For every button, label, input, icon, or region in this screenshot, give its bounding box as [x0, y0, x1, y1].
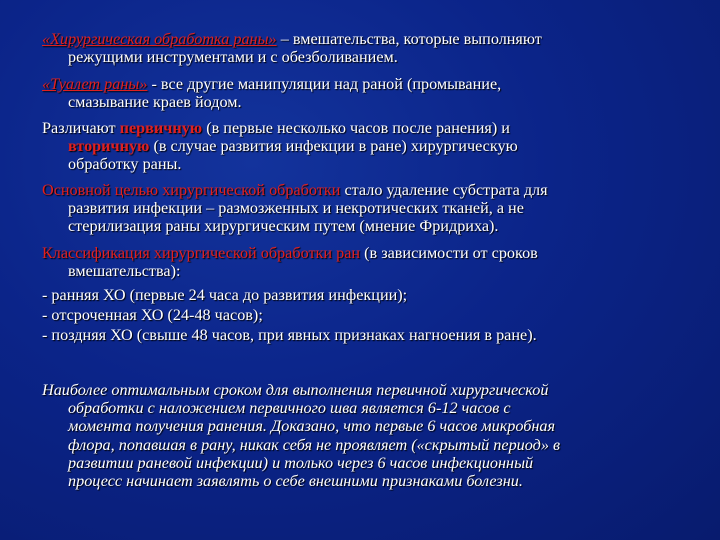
primary-description: (в первые несколько часов после ранения) и — [202, 119, 510, 137]
note-line: процесс начинает заявлять о себе внешними признаками болезни. — [68, 471, 523, 490]
classification-list — [42, 286, 692, 346]
definition-continuation: смазывание краев йодом. — [68, 93, 242, 112]
term-classification: Классификация хирургической обработки ран — [42, 244, 361, 262]
list-item-delayed: - отсроченная ХО (24-48 часов); — [42, 306, 263, 324]
paragraph-continuation: стерилизация раны хирургическим путем (мнение Фридриха). — [68, 217, 499, 236]
paragraph-surgical-treatment-definition — [42, 30, 692, 66]
list-item-late: - поздняя ХО (свыше 48 часов, при явных признаках нагноения в ране). — [42, 326, 537, 344]
note-optimal-timing — [42, 381, 692, 490]
definition-continuation: режущими инструментами и с обезболиванием. — [68, 48, 398, 67]
note-line: флора, попавшая в рану, никак себя не проявляет («скрытый период» в — [68, 435, 560, 454]
goal-description: стало удаление субстрата для — [340, 181, 548, 199]
paragraph-classification — [42, 244, 692, 280]
paragraph-primary-secondary — [42, 119, 692, 174]
note-line: момента получения ранения. Доказано, что первые 6 часов микробная — [68, 417, 556, 436]
list-item-early: - ранняя ХО (первые 24 часа до развития инфекции); — [42, 286, 408, 304]
intro-text: Различают — [42, 119, 120, 137]
paragraph-continuation: вмешательства): — [68, 262, 181, 281]
paragraph-continuation: развития инфекции – размозженных и некротических тканей, а не — [68, 199, 524, 218]
paragraph-wound-toilet-definition — [42, 75, 692, 111]
classification-description: (в зависимости от сроков — [360, 244, 538, 262]
term-wound-toilet: «Туалет раны» — [42, 75, 148, 93]
term-surgical-treatment: «Хирургическая обработка раны» — [42, 30, 277, 48]
note-line: развитии раневой инфекции) и только через 6 часов инфекционный — [68, 453, 534, 472]
note-line: Наиболее оптимальным сроком для выполнения первичной хирургической — [42, 381, 549, 399]
paragraph-continuation: обработку раны. — [68, 155, 182, 174]
secondary-description: (в случае развития инфекции в ране) хирургическую — [149, 137, 518, 156]
term-primary: первичную — [119, 119, 203, 137]
note-line: обработки с наложением первичного шва является 6-12 часов с — [68, 399, 511, 418]
definition-text: – вмешательства, которые выполняют — [276, 30, 542, 48]
term-secondary: вторичную — [68, 137, 150, 156]
term-main-goal: Основной целью хирургической обработки — [42, 181, 341, 199]
definition-text: - все другие манипуляции над раной (промывание, — [147, 75, 502, 93]
paragraph-main-goal — [42, 181, 692, 236]
